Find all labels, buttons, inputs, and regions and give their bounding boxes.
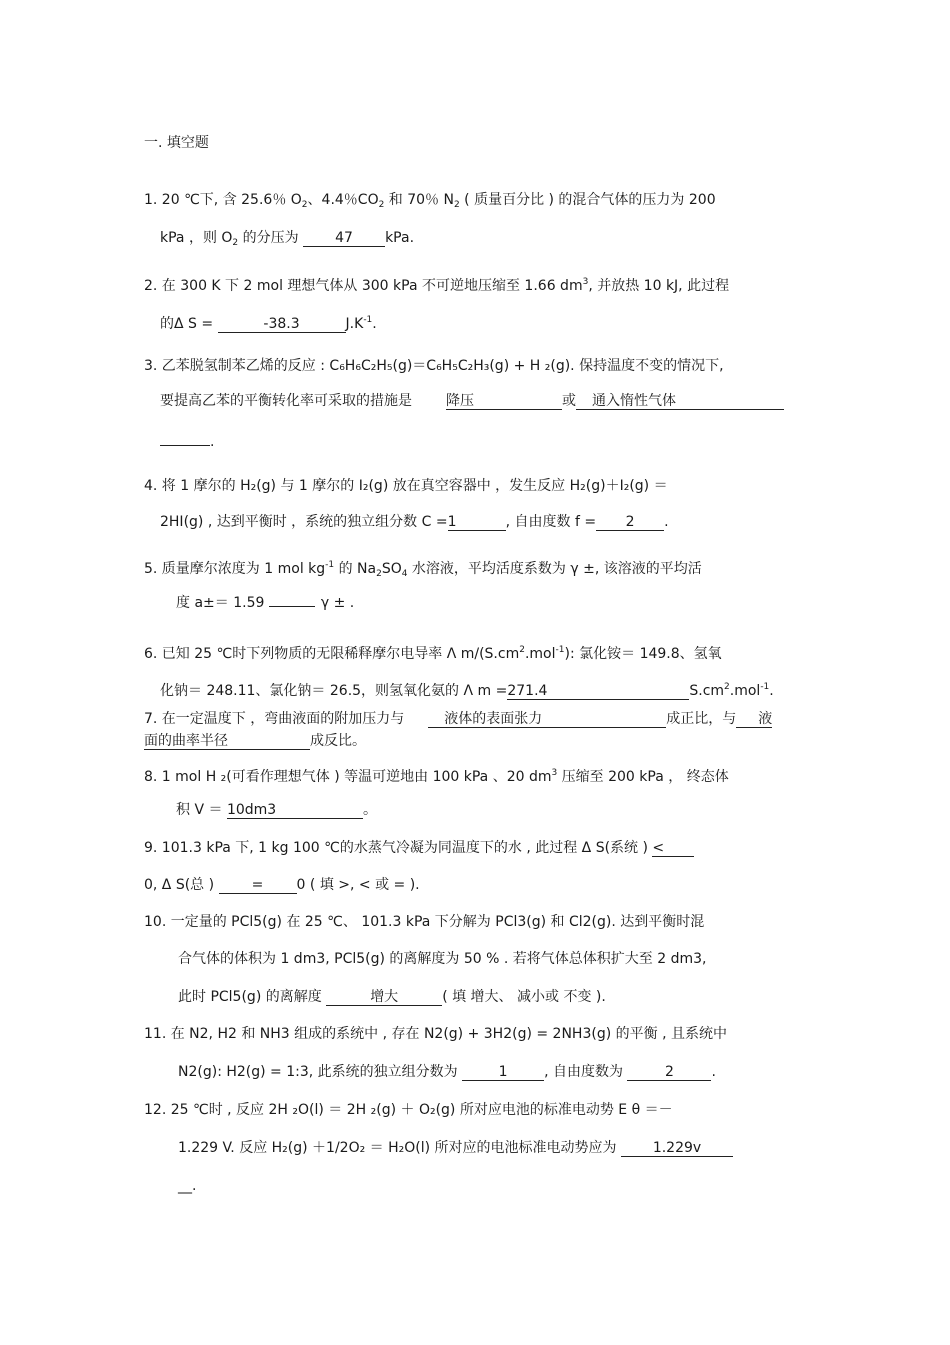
q3-continuation-blank[interactable] [160, 445, 210, 446]
q9-line2 [144, 876, 420, 894]
q2-text-b: , 并放热 10 kJ, 此过程 [588, 278, 730, 294]
q4-text-b: , 自由度数 f = [505, 514, 597, 530]
q1-answer-blank[interactable]: 47 [303, 230, 385, 247]
q4-end: . [664, 514, 669, 530]
q10-text-b: ( 填 增大、 减小或 不变 ). [442, 989, 606, 1005]
q3-or: 或 [562, 393, 576, 409]
q6-sup-neg1: -1 [555, 645, 565, 655]
q3-answer2-blank[interactable]: 通入惰性气体 [576, 393, 784, 410]
q7-line1 [144, 710, 772, 728]
q10-answer-blank[interactable]: 增大 [326, 989, 442, 1006]
q8-text-b: 压缩至 200 kPa ， 终态体 [557, 769, 729, 785]
q3-line3 [160, 433, 214, 451]
q8-sup3: 3 [551, 768, 558, 778]
q10-line3 [178, 988, 606, 1006]
q1-line2 [160, 229, 414, 252]
q5-text-c: SO [381, 561, 402, 577]
q3-line2 [160, 392, 784, 410]
q6-text-e: S.cm [689, 683, 725, 699]
q6-end: . [769, 683, 774, 699]
q9-line1 [144, 839, 694, 857]
q11-line2 [178, 1063, 716, 1081]
q6-sup2: 2 [519, 645, 525, 655]
q7-answer1-blank[interactable]: 液体的表面张力 [428, 711, 666, 728]
q11-text-a: N2(g): H2(g) = 1:3, 此系统的独立组分数为 [178, 1064, 463, 1080]
q6-line2 [160, 678, 774, 700]
q10-text-a: 此时 PCl5(g) 的离解度 [178, 989, 327, 1005]
q7-answer2-blank-a[interactable]: 液 [736, 711, 772, 728]
q1-text-d: ( 质量百分比 ) 的混合气体的压力为 200 [459, 192, 716, 208]
q8-line2 [176, 801, 377, 819]
q1-sub-o2: 2 [301, 200, 308, 210]
q1-line1 [144, 191, 716, 214]
q2-text-a: 2. 在 300 K 下 2 mol 理想气体从 300 kPa 不可逆地压缩至 1.66 dm [144, 278, 583, 294]
q1-text-b: 、4.4％CO [307, 192, 379, 208]
section-title: 一. 填空题 [144, 135, 209, 151]
q6-sup2b: 2 [724, 682, 730, 692]
q9-answer1-blank[interactable]: < [652, 840, 694, 857]
q2-line2 [160, 311, 377, 333]
q9-answer2-blank[interactable]: = [219, 877, 297, 894]
q3-line1: 3. 乙苯脱氢制苯乙烯的反应 : C₆H₆C₂H₅(g)＝C₆H₅C₂H₃(g) + H ₂(g). 保持温度不变的情况下, [144, 358, 724, 374]
q6-text-d: 化钠＝ 248.11、氯化钠＝ 26.5，则氢氧化氨的 Λ m = [160, 683, 508, 699]
q11-line1: 11. 在 N2, H2 和 NH3 组成的系统中 , 存在 N2(g) + 3H2(g) = 2NH3(g) 的平衡 , 且系统中 [144, 1026, 727, 1042]
q12-text-a: 1.229 V. 反应 H₂(g) ＋1/2O₂ ＝ H₂O(l) 所对应的电池标准电动势应为 [178, 1140, 621, 1156]
q1-text-a: 1. 20 ℃下, 含 25.6％ O [144, 192, 302, 208]
q9-text-b: 0, Δ S(总 ) [144, 877, 219, 893]
q2-sup-neg1: -1 [363, 315, 373, 325]
q7-text-c: 成反比。 [310, 733, 366, 749]
q6-line1 [144, 641, 722, 663]
q8-text-a: 8. 1 mol H ₂(可看作理想气体 ) 等温可逆地由 100 kPa 、20 dm [144, 769, 552, 785]
q7-text-b: 成正比，与 [666, 711, 737, 727]
q1-text-g: kPa. [385, 230, 415, 246]
q8-text-c: 积 V ＝ [176, 802, 227, 818]
q6-answer-blank[interactable]: 271.4 [507, 683, 689, 700]
q11-answer1-blank[interactable]: 1 [462, 1064, 544, 1081]
q4-line2 [160, 513, 669, 531]
q12-line3: __. [178, 1178, 197, 1194]
q5-line2 [176, 594, 354, 612]
q7-text-a: 7. 在一定温度下 ，弯曲液面的附加压力与 [144, 711, 405, 727]
q11-text-b: , 自由度数为 [544, 1064, 628, 1080]
q2-answer-blank[interactable]: -38.3 [218, 316, 346, 333]
q5-text-b: 的 Na [334, 561, 377, 577]
q1-text-c: 和 70％ N [384, 192, 454, 208]
q1-text-f: 的分压为 [238, 230, 304, 246]
q11-end: . [711, 1064, 716, 1080]
q5-text-f: γ ± . [320, 595, 355, 611]
q5-sup: -1 [325, 560, 335, 570]
q5-line1 [144, 556, 702, 583]
q9-text-c: 0 ( 填 >, < 或 = ). [296, 877, 420, 893]
q1-sub-o2b: 2 [232, 238, 239, 248]
q5-text-e: 度 a±＝ 1.59 [176, 595, 269, 611]
q1-sub-n2: 2 [453, 200, 460, 210]
q2-text-e: . [372, 316, 377, 332]
q6-sup-neg1b: -1 [760, 682, 770, 692]
q2-sup3: 3 [582, 277, 589, 287]
q4-answer-c-blank[interactable]: 1 [448, 514, 506, 531]
q12-line1: 12. 25 ℃时 , 反应 2H ₂O(l) ＝ 2H ₂(g) ＋ O₂(g) 所对应电池的标准电动势 E θ ＝－ [144, 1102, 673, 1118]
q1-text-e: kPa ，则 O [160, 230, 233, 246]
q5-text-d: 水溶液，平均活度系数为 γ ±, 该溶液的平均活 [407, 561, 702, 577]
q8-answer-blank[interactable]: 10dm3 [227, 802, 363, 819]
q5-text-a: 5. 质量摩尔浓度为 1 mol kg [144, 561, 326, 577]
q6-text-f: .mol [729, 683, 761, 699]
q7-answer2-blank-b[interactable]: 面的曲率半径 [144, 733, 310, 750]
q6-text-c: ): 氯化铵＝ 149.8、氢氧 [564, 646, 722, 662]
q10-line1: 10. 一定量的 PCl5(g) 在 25 ℃、 101.3 kPa 下分解为 PCl3(g) 和 Cl2(g). 达到平衡时混 [144, 914, 705, 930]
q5-sub-so4: 4 [401, 569, 408, 579]
q2-line1 [144, 273, 729, 295]
q8-line1 [144, 764, 729, 786]
q11-answer2-blank[interactable]: 2 [627, 1064, 711, 1081]
q9-text-a: 9. 101.3 kPa 下, 1 kg 100 ℃的水蒸气冷凝为同温度下的水 , 此过程 Δ S(系统 ) [144, 840, 653, 856]
q12-answer-blank[interactable]: 1.229v [621, 1140, 733, 1157]
q3-answer1-blank[interactable]: 降压 [446, 393, 562, 410]
q4-text-a: 2HI(g) , 达到平衡时 ，系统的独立组分数 C = [160, 514, 448, 530]
q3-end: . [210, 434, 215, 450]
q12-line2 [178, 1139, 733, 1157]
q1-sub-co2: 2 [378, 200, 385, 210]
q3-text: 要提高乙苯的平衡转化率可采取的措施是 [160, 393, 412, 409]
q8-end: 。 [362, 802, 377, 818]
q2-text-c: 的Δ S = [160, 316, 218, 332]
q4-answer-f-blank[interactable]: 2 [596, 514, 664, 531]
q6-text-a: 6. 已知 25 ℃时下列物质的无限稀释摩尔电导率 Λ m/(S.cm [144, 646, 520, 662]
q5-sub-na: 2 [376, 569, 382, 579]
q5-answer-blank[interactable] [269, 606, 315, 607]
q7-line2 [144, 732, 366, 750]
q10-line2: 合气体的体积为 1 dm3, PCl5(g) 的离解度为 50 % . 若将气体总体积扩大至 2 dm3, [178, 951, 707, 967]
q4-line1: 4. 将 1 摩尔的 H₂(g) 与 1 摩尔的 I₂(g) 放在真空容器中 ，发生反应 H₂(g)＋I₂(g) ＝ [144, 478, 668, 494]
q2-text-d: J.K [345, 316, 364, 332]
q6-text-b: .mol [524, 646, 556, 662]
